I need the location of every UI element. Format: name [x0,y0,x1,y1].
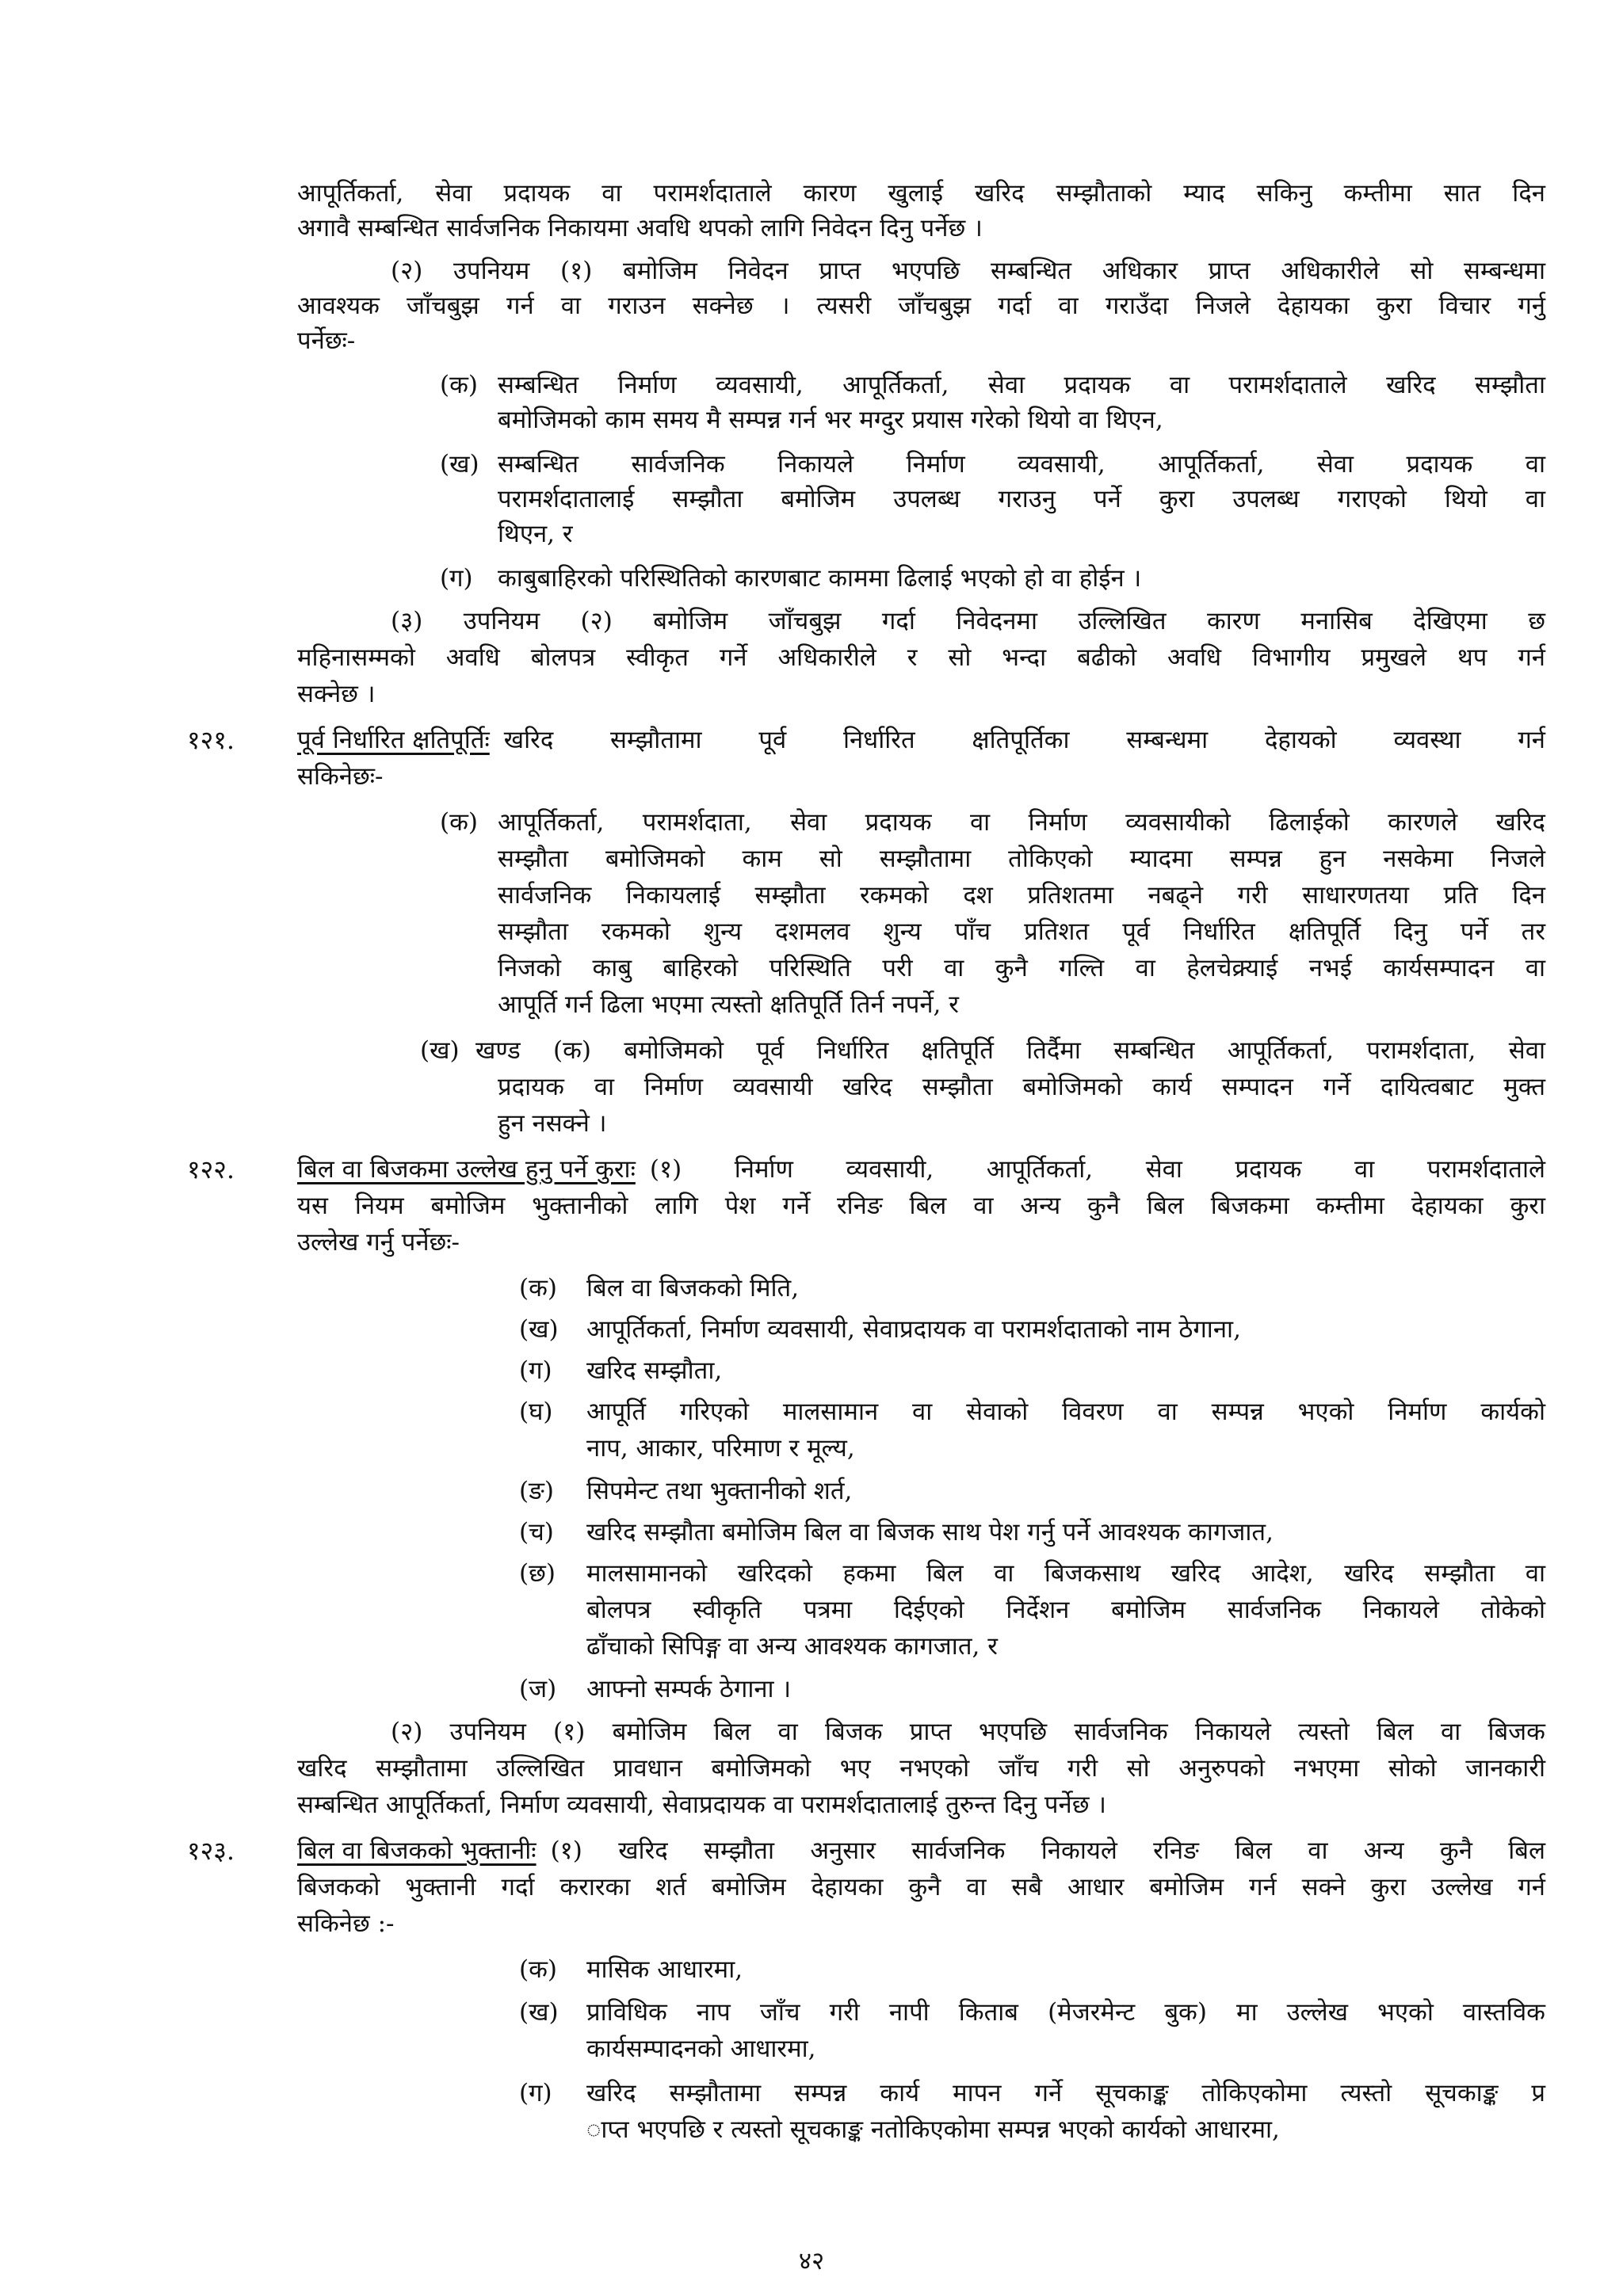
rule-number: १२१. [187,725,235,755]
paragraph-line: खरिद सम्झौतामा उल्लिखित प्रावधान बमोजिमको भए नभएको जाँच गरी सो अनुरुपको नभएमा सोको जानकारी [297,1754,1545,1783]
item-line: बमोजिमको काम समय मै सम्पन्न गर्न भर मग्दुर प्रयास गरेको थियो वा थिएन, [498,406,1163,434]
item-line: ाप्त भएपछि र त्यस्तो सूचकाङ्क नतोकिएकोमा सम्पन्न भएको कार्यको आधारमा, [586,2115,1280,2144]
paragraph-line: यस नियम बमोजिम भुक्तानीको लागि पेश गर्ने रनिङ बिल वा अन्य कुनै बिल बिजकमा कम्तीमा देहायका कुरा [297,1192,1545,1220]
paragraph-line: पर्नेछः- [297,326,356,355]
rule-text: खरिद सम्झौतामा पूर्व निर्धारित क्षतिपूर्तिका सम्बन्धमा देहायको व्यवस्था गर्न [503,726,1545,754]
rule-number: १२३. [187,1836,235,1866]
item-line: खरिद सम्झौता, [586,1356,723,1385]
item-line: सम्झौता बमोजिमको काम सो सम्झौतामा तोकिएको म्यादमा सम्पन्न हुन नसकेमा निजले [498,845,1545,873]
item-marker: (क) [440,808,478,837]
rule-title: पूर्व निर्धारित क्षतिपूर्तिः [297,726,490,754]
item-marker: (घ) [519,1398,553,1426]
item-line: मालसामानको खरिदको हकमा बिल वा बिजकसाथ खरिद आदेश, खरिद सम्झौता वा [586,1559,1545,1588]
rule-title: बिल वा बिजकमा उल्लेख हुनु पर्ने कुराः [297,1155,636,1184]
item-line: खरिद सम्झौतामा सम्पन्न कार्य मापन गर्ने सूचकाङ्क तोकिएकोमा त्यस्तो सूचकाङ्क प्र [586,2079,1545,2107]
paragraph-line: सकिनेछः- [297,762,384,791]
item-marker: (ख) [519,1315,559,1344]
rule-text: (१) निर्माण व्यवसायी, आपूर्तिकर्ता, सेवा प्रदायक वा परामर्शदाताले [649,1155,1545,1184]
item-line: थिएन, र [498,520,573,548]
item-line: सिपमेन्ट तथा भुक्तानीको शर्त, [586,1477,853,1505]
paragraph-line: (२) उपनियम (१) बमोजिम बिल वा बिजक प्राप्त भएपछि सार्वजनिक निकायले त्यस्तो बिल वा बिजक [391,1718,1545,1746]
paragraph-line: महिनासम्मको अवधि बोलपत्र स्वीकृत गर्ने अधिकारीले र सो भन्दा बढीको अवधि विभागीय प्रमुखले थप गर्न [297,643,1545,672]
item-line: काबुबाहिरको परिस्थितिको कारणबाट काममा ढिलाई भएको हो वा होईन । [498,564,1142,593]
paragraph-line: अगावै सम्बन्धित सार्वजनिक निकायमा अवधि थपको लागि निवेदन दिनु पर्नेछ । [297,214,983,242]
item-line: खरिद सम्झौता बमोजिम बिल वा बिजक साथ पेश गर्नु पर्ने आवश्यक कागजात, [586,1518,1274,1547]
item-marker: (च) [519,1518,554,1547]
paragraph-line: सम्बन्धित आपूर्तिकर्ता, निर्माण व्यवसायी, सेवाप्रदायक वा परामर्शदातालाई तुरुन्त दिनु पर्नेछ । [297,1791,1107,1819]
item-line: आपूर्तिकर्ता, निर्माण व्यवसायी, सेवाप्रदायक वा परामर्शदाताको नाम ठेगाना, [586,1315,1241,1344]
item-line: सम्झौता रकमको शुन्य दशमलव शुन्य पाँच प्रतिशत पूर्व निर्धारित क्षतिपूर्ति दिनु पर्ने तर [498,917,1545,946]
item-line: परामर्शदातालाई सम्झौता बमोजिम उपलब्ध गराउनु पर्ने कुरा उपलब्ध गराएको थियो वा [498,485,1545,513]
item-marker: (क) [440,371,478,399]
item-marker: (छ) [519,1559,556,1588]
item-line: आपूर्तिकर्ता, परामर्शदाता, सेवा प्रदायक वा निर्माण व्यवसायीको ढिलाईको कारणले खरिद [498,808,1545,837]
rule-title: बिल वा बिजकको भुक्तानीः [297,1836,537,1865]
item-line: आपूर्ति गरिएको मालसामान वा सेवाको विवरण वा सम्पन्न भएको निर्माण कार्यको [586,1398,1545,1426]
item-line: बोलपत्र स्वीकृति पत्रमा दिईएको निर्देशन बमोजिम सार्वजनिक निकायले तोकेको [586,1596,1545,1624]
item-marker: (क) [519,1274,557,1302]
item-line: बिल वा बिजकको मिति, [586,1274,800,1302]
item-marker: (ख) [519,1998,559,2027]
item-line: सम्बन्धित सार्वजनिक निकायले निर्माण व्यवसायी, आपूर्तिकर्ता, सेवा प्रदायक वा [498,450,1545,479]
item-line: मासिक आधारमा, [586,1955,743,1984]
item-line: नाप, आकार, परिमाण र मूल्य, [586,1434,855,1463]
item-line: सार्वजनिक निकायलाई सम्झौता रकमको दश प्रतिशतमा नबढ्ने गरी साधारणतया प्रति दिन [498,881,1545,910]
item-marker: (ग) [519,1356,552,1385]
item-marker: (ख) [420,1036,460,1065]
rule-text: (१) खरिद सम्झौता अनुसार सार्वजनिक निकायले रनिङ बिल वा अन्य कुनै बिल [550,1836,1545,1865]
item-marker: (ङ) [519,1477,554,1505]
item-line: सम्बन्धित निर्माण व्यवसायी, आपूर्तिकर्ता, सेवा प्रदायक वा परामर्शदाताले खरिद सम्झौता [498,371,1545,399]
item-line: निजको काबु बाहिरको परिस्थिति परी वा कुनै गल्ति वा हेलचेक्र्याई नभई कार्यसम्पादन वा [498,954,1545,982]
item-marker: (ख) [440,450,479,479]
item-marker: (ग) [519,2079,552,2107]
item-line: ढाँचाको सिपिङ्ग वा अन्य आवश्यक कागजात, र [586,1632,998,1661]
item-line: आपूर्ति गर्न ढिला भएमा त्यस्तो क्षतिपूर्ति तिर्न नपर्ने, र [498,990,959,1019]
item-line: खण्ड (क) बमोजिमको पूर्व निर्धारित क्षतिपूर्ति तिर्दैमा सम्बन्धित आपूर्तिकर्ता, परामर्शदाता, सेवा [475,1036,1545,1065]
paragraph-line: (३) उपनियम (२) बमोजिम जाँचबुझ गर्दा निवेदनमा उल्लिखित कारण मनासिब देखिएमा छ [391,607,1545,635]
rule-heading-line [297,1152,1545,1187]
item-marker: (ग) [440,564,473,593]
item-line: कार्यसम्पादनको आधारमा, [586,2035,816,2063]
page-number: ४२ [798,2247,825,2275]
paragraph-line: उल्लेख गर्नु पर्नेछः- [297,1228,460,1257]
rule-heading-line [297,723,1545,757]
paragraph-line: आपूर्तिकर्ता, सेवा प्रदायक वा परामर्शदाताले कारण खुलाई खरिद सम्झौताको म्याद सकिनु कम्तीमा सात दिन [297,179,1545,208]
paragraph-line: (२) उपनियम (१) बमोजिम निवेदन प्राप्त भएपछि सम्बन्धित अधिकार प्राप्त अधिकारीले सो सम्बन्धमा [391,257,1545,285]
item-line: आफ्नो सम्पर्क ठेगाना । [586,1675,792,1703]
rule-heading-line [297,1833,1545,1868]
item-marker: (क) [519,1955,557,1984]
item-line: प्रदायक वा निर्माण व्यवसायी खरिद सम्झौता बमोजिमको कार्य सम्पादन गर्ने दायित्वबाट मुक्त [498,1073,1545,1101]
item-line: हुन नसक्ने । [498,1109,607,1138]
paragraph-line: आवश्यक जाँचबुझ गर्न वा गराउन सक्नेछ । त्यसरी जाँचबुझ गर्दा वा गराउँदा निजले देहायका कुरा विचार गर्नु [297,292,1545,320]
paragraph-line: बिजकको भुक्तानी गर्दा करारका शर्त बमोजिम देहायका कुनै वा सबै आधार बमोजिम गर्न सक्ने कुरा उल्लेख गर्न [297,1873,1545,1901]
rule-number: १२२. [187,1154,235,1184]
item-line: प्राविधिक नाप जाँच गरी नापी किताब (मेजरमेन्ट बुक) मा उल्लेख भएको वास्तविक [586,1998,1545,2027]
item-marker: (ज) [519,1675,557,1703]
paragraph-line: सक्नेछ । [297,680,376,708]
paragraph-line: सकिनेछ :- [297,1909,395,1938]
